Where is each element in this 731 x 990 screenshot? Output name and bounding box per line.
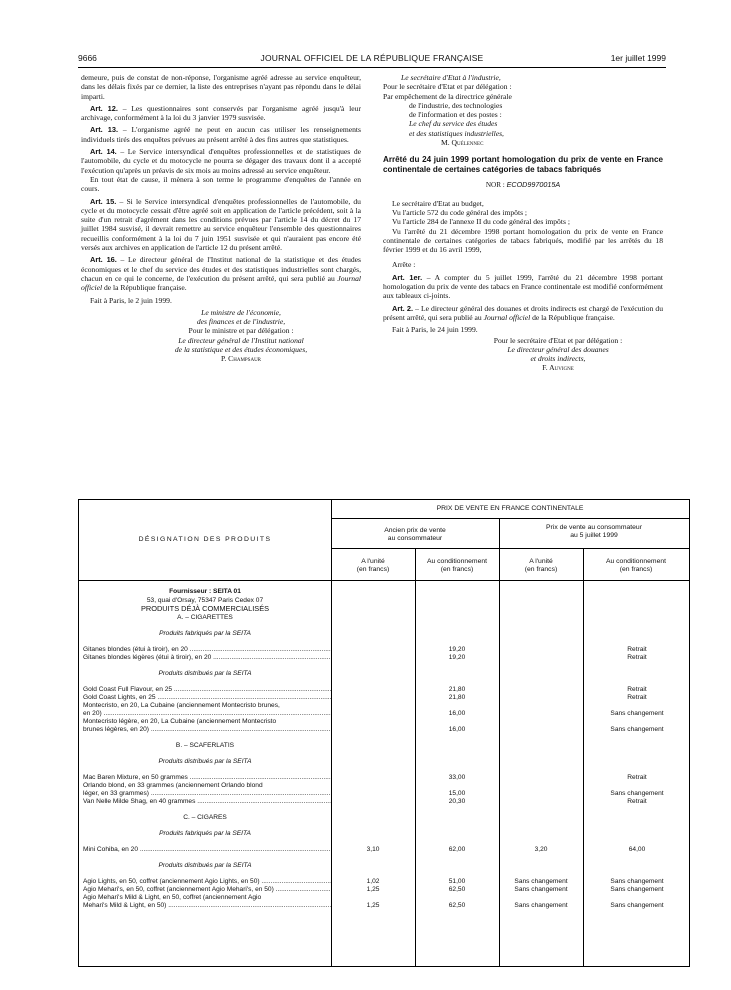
price-cell: 3,20: [534, 846, 548, 853]
price-cell: 51,00: [448, 878, 466, 885]
table-row: [79, 686, 689, 694]
group-title: Produits distribués par la SEITA: [158, 758, 252, 765]
price-cell: 62,00: [448, 846, 466, 853]
price-cell: 62,50: [448, 902, 466, 909]
product-designation: Montecristo légère, en 20, La Cubaine (anciennement Montecristo: [83, 718, 277, 725]
price-cell: 21,80: [448, 686, 466, 693]
price-cell: 15,00: [448, 790, 466, 797]
price-cell: Sans changement: [610, 726, 664, 733]
price-table: [78, 499, 690, 967]
products-title: PRODUITS DÉJÀ COMMERCIALISÉS: [140, 604, 270, 613]
price-cell: Sans changement: [514, 886, 568, 893]
product-designation: Montecristo, en 20, La Cubaine (anciennement Montecristo brunes,: [83, 702, 280, 709]
price-cell: 64,00: [628, 846, 646, 853]
price-cell: 20,30: [448, 798, 466, 805]
table-row: [79, 790, 689, 798]
article-1: Art. 1er. – A compter du 5 juillet 1999, l'arrêté du 21 décembre 1998 portant homologation du prix de vente des tabacs en France continentale est modifié conformément aux tableaux ci-joints.: [383, 272, 663, 301]
spacer: [79, 822, 689, 830]
table-row: [79, 774, 689, 782]
table-row: [79, 782, 689, 790]
product-designation: Orlando blond, en 33 grammes (anciennement Orlando blond: [83, 782, 263, 789]
price-cell: 1,25: [366, 902, 380, 909]
header-prix: PRIX DE VENTE EN FRANCE CONTINENTALE: [436, 505, 584, 512]
spacer: [79, 638, 689, 646]
article-15: Art. 15. – Si le Service intersyndical d'enquêtes professionnelles de l'automobile, du cycle et du motocycle cessait d'être agréé soit en application de l'article précédent, soit à la suite d'un retrait d'agrément dans les conditions prévues par l'article 14 du décret du 17 juillet 1984 susvisé, il devrait remettre au service enquêteur l'ensemble des questionnaires recueillis conformément à la loi du 7 juin 1951 susvisée et qui n'auraient pas encore été versés aux archives en application de l'article 12 du présent arrêté.: [81, 196, 361, 253]
price-cell: 21,80: [448, 694, 466, 701]
spacer: [79, 838, 689, 846]
price-cell: Retrait: [627, 694, 647, 701]
table-row: [79, 702, 689, 710]
paragraph: En tout état de cause, il mènera à son terme le programme d'enquêtes de l'année en cours.: [81, 174, 361, 194]
price-cell: Retrait: [627, 774, 647, 781]
product-designation: Agio Mehari's Mild & Light, en 50, coffret (anciennement Agio: [83, 894, 262, 901]
row-divider: [331, 548, 689, 549]
article-12: Art. 12. – Les questionnaires sont conservés par l'organisme agréé jusqu'à leur archivage, conformément à la loi du 3 janvier 1979 susvisée.: [81, 103, 361, 123]
product-designation: Gold Coast Lights, en 25 .....: [83, 694, 331, 702]
table-row: [79, 846, 689, 854]
article-14: Art. 14. – Le Service intersyndical d'enquêtes professionnelles et de statistiques de l'automobile, du cycle et du motocycle ne pourra se dégager des travaux dont il a accepté l'exécution qu'après un préavis de six mois au moins adressé au service enquêteur.: [81, 147, 361, 175]
paragraph: Vu l'arrêté du 21 décembre 1998 portant homologation du prix de vente en France continentale de certaines catégories de tabacs fabriqués, modifié par les arrêtés du 18 février 1999 et du 16 avril 1999,: [383, 226, 663, 255]
product-designation: brunes légères, en 20) .....: [83, 726, 331, 734]
product-designation: en 20) .....: [83, 710, 331, 718]
header-ancien: Ancien prix de vente au consommateur: [384, 527, 446, 542]
done-at: Fait à Paris, le 24 juin 1999.: [392, 325, 478, 335]
price-cell: Retrait: [627, 798, 647, 805]
spacer: [79, 854, 689, 862]
article-2: Art. 2. – Le directeur général des douanes et droits indirects est chargé de l'exécution du présent arrêté, qui sera publié au Journal officiel de la République française.: [383, 303, 663, 322]
running-header: [78, 53, 666, 67]
header-cond: Au conditionnement (en francs): [426, 558, 488, 573]
product-designation: Mac Baren Mixture, en 50 grammes .....: [83, 774, 331, 782]
table-row: [79, 646, 689, 654]
spacer: [79, 870, 689, 878]
price-cell: 62,50: [448, 886, 466, 893]
product-designation: léger, en 33 grammes) .....: [83, 790, 331, 798]
price-cell: Sans changement: [610, 902, 664, 909]
table-row: [79, 694, 689, 702]
table-row: [79, 718, 689, 726]
product-designation: Gold Coast Full Flavour, en 25 .....: [83, 686, 331, 694]
paragraph: Vu l'article 572 du code général des impôts ;: [392, 207, 528, 217]
spacer: [79, 662, 689, 670]
spacer: [79, 806, 689, 814]
signature-block: Pour le secrétaire d'Etat et par délégation : Le directeur général des douanes et droits indirects, F. Auvigne: [383, 336, 663, 373]
product-designation: Gitanes blondes légères (étui à tiroir), en 20 .....: [83, 654, 331, 662]
price-cell: Sans changement: [610, 790, 664, 797]
issue-date: 1er juillet 1999: [610, 53, 666, 63]
product-designation: Agio Lights, en 50, coffret (anciennement Agio Lights, en 50) .....: [83, 878, 331, 886]
table-row: [79, 798, 689, 806]
product-designation: Mehari's Mild & Light, en 50) .....: [83, 902, 331, 910]
paragraph: demeure, puis de constat de non-réponse, l'organisme agréé adresse au service enquêteur, dans les délais fixés par ce dernier, la liste des entreprises n'ayant pas répondu dans le délai imparti.: [81, 73, 361, 101]
price-cell: 16,00: [448, 710, 466, 717]
supplier-address: 53, quai d'Orsay, 75347 Paris Cedex 07: [146, 597, 264, 604]
spacer: [79, 678, 689, 686]
price-cell: 19,20: [448, 654, 466, 661]
product-designation: Gitanes blondes (étui à tiroir), en 20 .....: [83, 646, 331, 654]
price-cell: 19,20: [448, 646, 466, 653]
right-column: [383, 73, 663, 373]
price-cell: 1,02: [366, 878, 380, 885]
price-cell: 3,10: [366, 846, 380, 853]
group-title: Produits distribués par la SEITA: [158, 862, 252, 869]
journal-title: JOURNAL OFFICIEL DE LA RÉPUBLIQUE FRANÇAISE: [260, 53, 484, 63]
section-title: B. – SCAFERLATIS: [175, 742, 235, 749]
signature-block: Le ministre de l'économie, des finances et de l'industrie, Pour le ministre et par délégation : Le directeur général de l'Institut national de la statistique et des études économiques, P. Champsaur: [81, 308, 361, 364]
product-designation: Agio Mehari's, en 50, coffret (anciennement Agio Mehari's, en 50) .....: [83, 886, 331, 894]
article-13: Art. 13. – L'organisme agréé ne peut en aucun cas utiliser les renseignements individuels tirés des enquêtes prévues au présent arrêté à des fins autres que statistiques.: [81, 125, 361, 144]
signatory-name: F. Auvigne: [542, 363, 574, 373]
price-cell: Sans changement: [514, 902, 568, 909]
nor-reference: NOR : ECOD9970015A: [485, 180, 561, 190]
price-cell: Sans changement: [514, 878, 568, 885]
decree-title: Arrêté du 24 juin 1999 portant homologation du prix de vente en France continentale de certaines catégories de tabacs fabriqués: [383, 155, 663, 175]
done-at: Fait à Paris, le 2 juin 1999.: [90, 295, 172, 305]
signatory-name: P. Champsaur: [220, 354, 262, 364]
page-number: 9666: [78, 53, 97, 63]
spacer: [79, 766, 689, 774]
header-nouveau: Prix de vente au consommateur au 5 juillet 1999: [546, 524, 642, 539]
spacer: [79, 750, 689, 758]
table-row: [79, 886, 689, 894]
section-title: C. – CIGARES: [183, 814, 227, 821]
table-row: [79, 726, 689, 734]
supplier: Fournisseur : SEITA 01: [169, 588, 241, 595]
group-title: Produits distribués par la SEITA: [158, 670, 252, 677]
left-column: [81, 73, 361, 364]
group-title: Produits fabriqués par la SEITA: [159, 830, 251, 837]
spacer: [79, 734, 689, 742]
table-body: [79, 580, 689, 918]
price-cell: Sans changement: [610, 886, 664, 893]
table-row: [79, 894, 689, 902]
group-title: Produits fabriqués par la SEITA: [159, 630, 251, 637]
paragraph: Arrête :: [392, 260, 416, 270]
price-cell: Retrait: [627, 686, 647, 693]
paragraph: Vu l'article 284 de l'annexe II du code général des impôts ;: [392, 217, 570, 227]
signature-block: Le secrétaire d'Etat à l'industrie, Pour le secrétaire d'Etat et par délégation : Par empêchement de la directrice générale de l'industrie, des technologies de l'information et des postes : Le chef du service des études et des statistiques industrielles, M. Quélennec: [383, 73, 663, 147]
table-row: [79, 710, 689, 718]
price-cell: Retrait: [627, 654, 647, 661]
product-designation: Mini Cohiba, en 20 .....: [83, 846, 331, 854]
price-cell: Retrait: [627, 646, 647, 653]
row-divider: [331, 518, 689, 519]
header-designation: DÉSIGNATION DES PRODUITS: [138, 536, 272, 543]
article-16: Art. 16. – Le directeur général de l'Institut national de la statistique et des études économiques et le chef du service des études et des statistiques industrielles sont chargés, chacun en ce qui le concerne, de l'exécution du présent arrêté, qui sera publié au Journal officiel de la République française.: [81, 255, 361, 293]
spacer: [79, 622, 689, 630]
signatory-name: M. Quélennec: [441, 138, 484, 148]
price-cell: 1,25: [366, 886, 380, 893]
header-rule: [78, 67, 666, 68]
price-cell: 33,00: [448, 774, 466, 781]
price-cell: Sans changement: [610, 710, 664, 717]
price-cell: 16,00: [448, 726, 466, 733]
product-designation: Van Nelle Milde Shag, en 40 grammes .....: [83, 798, 331, 806]
table-row: [79, 878, 689, 886]
price-cell: Sans changement: [610, 878, 664, 885]
header-unite-new: A l'unité (en francs): [524, 558, 558, 573]
section-title: A. – CIGARETTES: [177, 614, 233, 621]
paragraph: Le secrétaire d'Etat au budget,: [392, 198, 484, 208]
table-row: [79, 902, 689, 910]
spacer: [79, 910, 689, 918]
header-unite: A l'unité (en francs): [356, 558, 390, 573]
table-row: [79, 654, 689, 662]
header-cond-new: Au conditionnement (en francs): [605, 558, 667, 573]
